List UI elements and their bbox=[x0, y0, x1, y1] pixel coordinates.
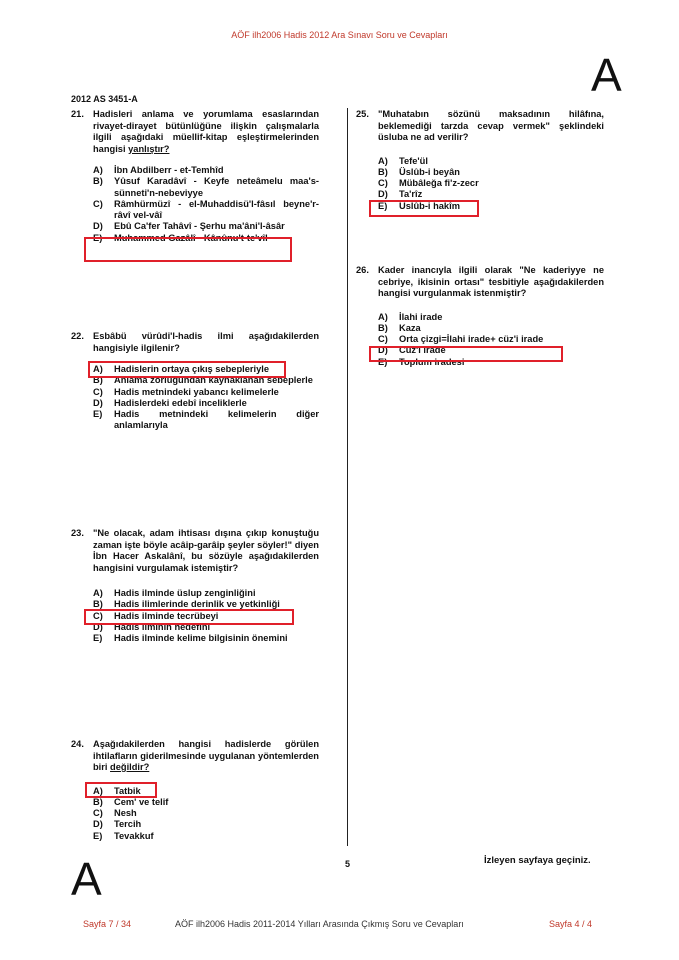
option-a[interactable]: A) İlahi irade bbox=[378, 311, 443, 322]
question-22 bbox=[71, 331, 319, 432]
question-number: 26. bbox=[356, 265, 369, 275]
page-number: 5 bbox=[345, 859, 351, 869]
option-c[interactable]: C) Râmhürmüzî - el-Muhaddisü'l-fâsıl beyne'r-râvî vel-vâî bbox=[93, 198, 319, 221]
footer-title: AÖF ilh2006 Hadis 2011-2014 Yılları Arasında Çıkmış Soru ve Cevapları bbox=[175, 919, 464, 929]
option-b[interactable]: B) Cem' ve telif bbox=[93, 796, 169, 807]
column-divider bbox=[347, 108, 348, 846]
option-b[interactable]: B) Yûsuf Karadâvî - Keyfe neteâmelu maa's-sünneti'n-nebeviyye bbox=[93, 176, 319, 198]
question-stem: Esbâbü vürûdi'l-hadis ilmi aşağıdakilerden hangisiyle ilgilenir? bbox=[93, 331, 319, 353]
answer-highlight-24 bbox=[85, 782, 157, 798]
option-e[interactable]: E) Tevakkuf bbox=[93, 830, 154, 841]
question-number: 23. bbox=[71, 528, 84, 538]
question-23 bbox=[71, 528, 319, 644]
option-a[interactable]: A) Hadis ilminde üslup zenginliğini bbox=[93, 588, 256, 598]
question-25 bbox=[356, 109, 604, 212]
option-c[interactable]: C) Orta çizgi=İlahi irade+ cüz'i irade bbox=[378, 334, 544, 345]
option-a[interactable]: A) Tefe'ül bbox=[378, 155, 428, 166]
option-e[interactable]: E) Toplum iradesi bbox=[378, 356, 465, 367]
answer-highlight-21 bbox=[84, 237, 292, 262]
option-c[interactable]: C) Hadis ilminde tecrübeyi bbox=[93, 610, 219, 621]
question-number: 25. bbox=[356, 109, 369, 119]
footer-left-page: Sayfa 7 / 34 bbox=[83, 919, 132, 929]
question-stem: Kader inancıyla ilgili olarak "Ne kaderiyye ne cebriye, ikisinin ortası" tesbitiyle aşağıdakilerden hangisi vurgulanmak istenmiştir? bbox=[378, 265, 604, 298]
question-number: 22. bbox=[71, 331, 84, 341]
option-d[interactable]: D) Tercih bbox=[93, 819, 142, 830]
option-c[interactable]: C) Nesh bbox=[93, 808, 137, 819]
exam-code: 2012 AS 3451-A bbox=[71, 94, 138, 104]
question-number: 21. bbox=[71, 109, 84, 119]
question-stem: "Ne olacak, adam ihtisası dışına çıkıp konuştuğu zaman işte böyle acâip-garâip şeyler söyler!" diyen İbn Hacer Askalânî, bu sözüyle aşağıdakilerden hangisini vurgulamak istemiştir? bbox=[93, 528, 319, 573]
option-d[interactable]: D) Ebû Ca'fer Tahâvî - Şerhu ma'âni'l-âsâr bbox=[93, 221, 285, 232]
question-stem: "Muhatabın sözünü maksadının hilâfına, beklemediği tarzda cevap vermek" şeklindeki üsluba ne ad verilir? bbox=[378, 109, 604, 142]
option-b[interactable]: B) Anlama zorluğundan kaynaklanan sebeplerle bbox=[93, 375, 313, 386]
option-b[interactable]: B) Üslûb-i beyân bbox=[378, 166, 460, 177]
booklet-letter-top: A bbox=[591, 49, 622, 101]
header-title: AÖF ilh2006 Hadis 2012 Ara Sınavı Soru ve Cevapları bbox=[231, 30, 448, 40]
option-d[interactable]: D) Hadis ilminin hedefini bbox=[93, 621, 211, 632]
next-page-note: İzleyen sayfaya geçiniz. bbox=[484, 855, 591, 866]
option-d[interactable]: D) Cüz'i irade bbox=[378, 345, 446, 356]
option-e[interactable]: E) Üslûb-i hakîm bbox=[378, 200, 460, 211]
option-a[interactable]: A) Hadislerin ortaya çıkış sebepleriyle bbox=[93, 364, 270, 374]
option-a[interactable]: A) Tatbik bbox=[93, 785, 141, 796]
answer-highlight-22 bbox=[88, 361, 286, 378]
question-stem: Hadisleri anlama ve yorumlama esaslarından rivayet-dirayet bütünlüğüne ilişkin çalışmalarla ilgili aşağıdaki müellif-kitap eşleştirmelerinden hangisi yanlıştır? bbox=[93, 109, 319, 154]
answer-highlight-26 bbox=[369, 346, 563, 362]
footer-right-page: Sayfa 4 / 4 bbox=[549, 919, 593, 929]
option-b[interactable]: B) Kaza bbox=[378, 322, 421, 333]
option-e[interactable]: E) Hadis metnindeki kelimelerin diğer anlamlarıyla bbox=[93, 409, 319, 431]
question-number: 24. bbox=[71, 739, 84, 749]
option-a[interactable]: A) İbn Abdilberr - et-Temhîd bbox=[93, 165, 224, 175]
option-e[interactable]: E) Hadis ilminde kelime bilgisinin önemini bbox=[93, 633, 288, 644]
option-d[interactable]: D) Ta'rîz bbox=[378, 189, 423, 200]
option-c[interactable]: C) Hadis metnindeki yabancı kelimelerle bbox=[93, 386, 279, 397]
answer-highlight-25 bbox=[369, 200, 479, 217]
option-e[interactable]: E) Muhammed Gazâlî - Kânûnu't-te'vîl bbox=[93, 232, 268, 243]
option-d[interactable]: D) Hadislerdeki edebî inceliklerle bbox=[93, 397, 247, 408]
option-c[interactable]: C) Mübâleğa fi'z-zecr bbox=[378, 178, 479, 189]
question-21 bbox=[71, 109, 319, 244]
question-stem: Aşağıdakilerden hangisi hadislerde görülen ihtilafların giderilmesinde uygulanan yöntemlerden biri değildir? bbox=[93, 739, 319, 772]
option-b[interactable]: B) Hadis ilimlerinde derinlik ve yetkinliği bbox=[93, 599, 280, 610]
answer-highlight-23 bbox=[84, 609, 294, 625]
booklet-letter-bottom: A bbox=[71, 853, 102, 905]
